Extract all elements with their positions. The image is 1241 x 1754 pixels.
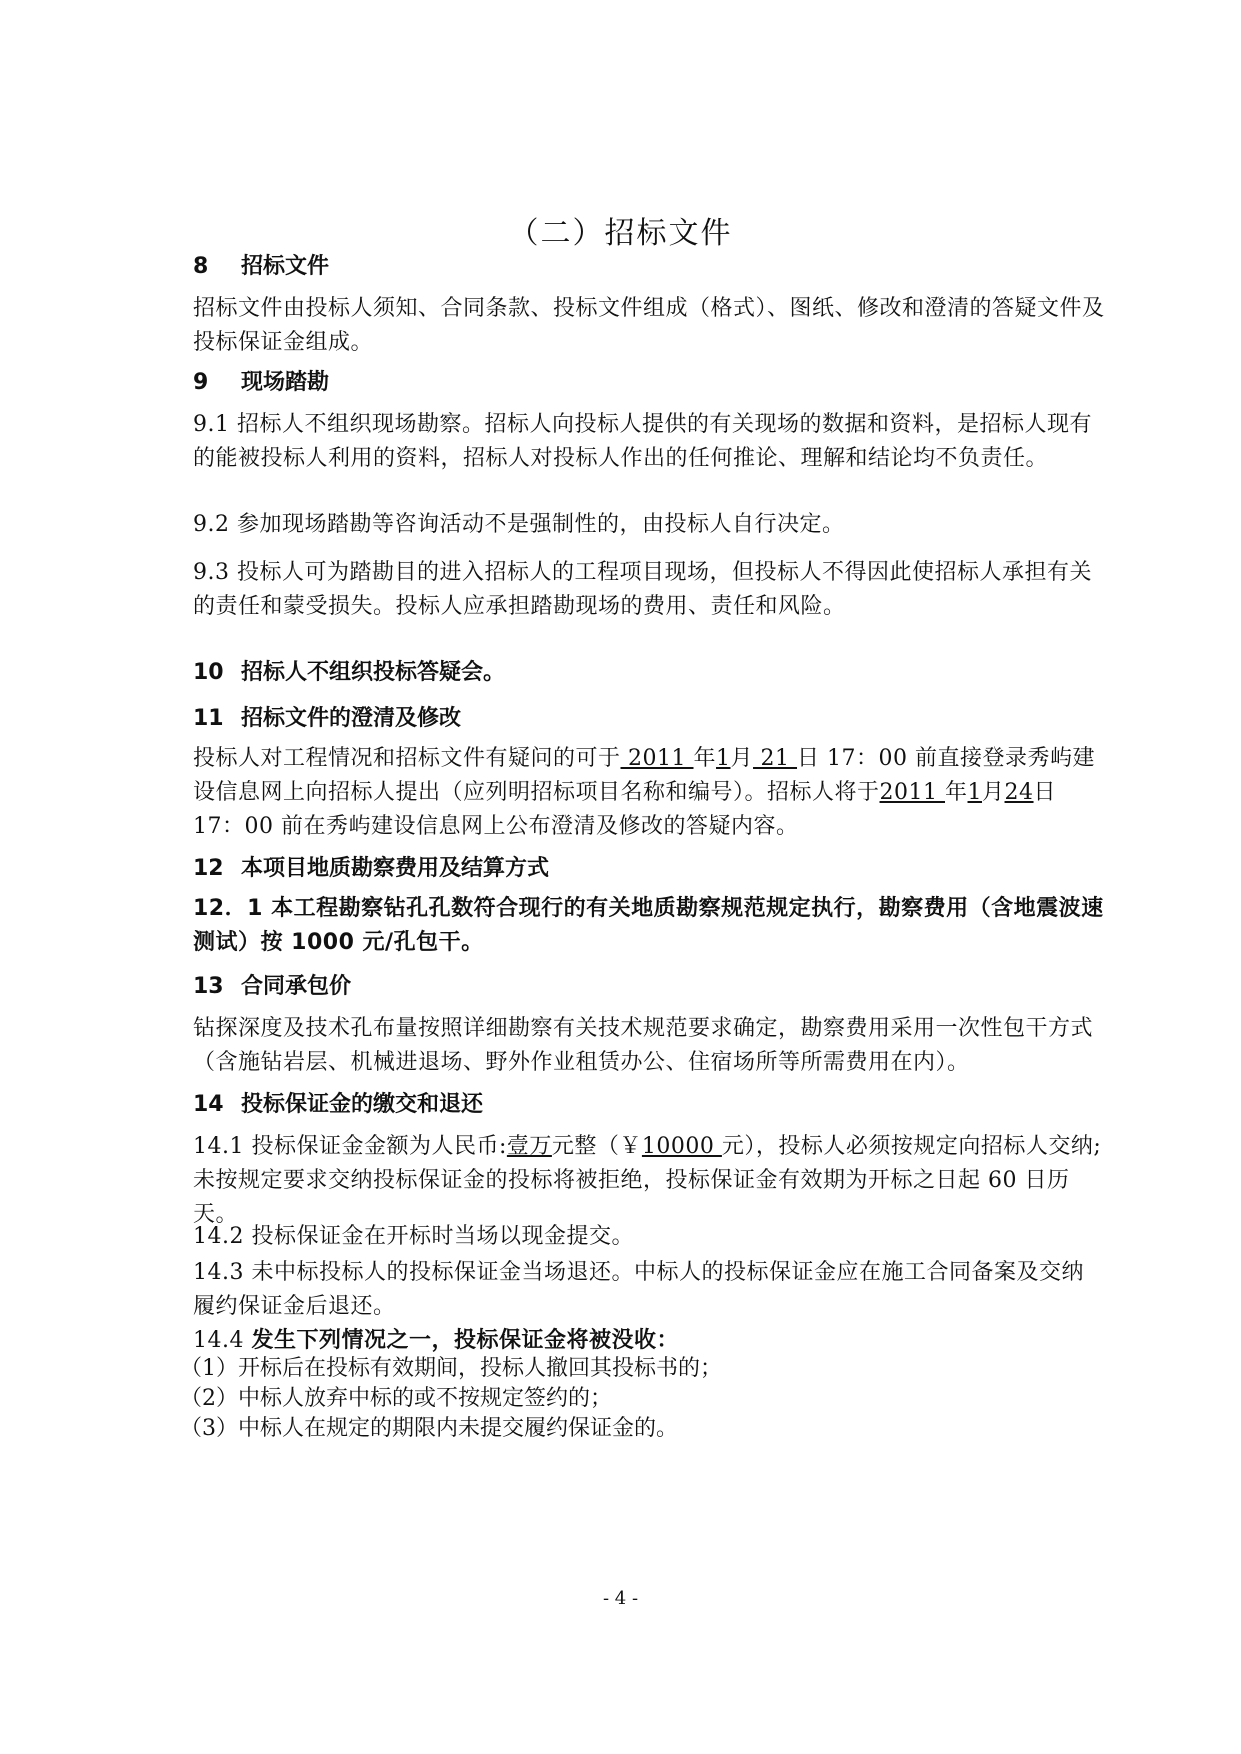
text: 14.1 投标保证金金额为人民币: [193,1134,507,1159]
section-9 [193,366,1105,400]
paragraph [193,1130,1105,1232]
heading-text: 现场踏勘 [241,370,330,395]
amount-chinese: 壹万 [506,1134,552,1159]
paragraph: 9.1 招标人不组织现场勘察。招标人向投标人提供的有关现场的数据和资料，是招标人现有的能被投标人利用的资料，招标人对投标人作出的任何推论、理解和结论均不负责任。 [193,412,1092,471]
section-number: 12 [193,856,224,881]
text: ; 未按规定要求交纳投标保证金的投标将被拒绝，投标保证金有效期为开标之日起 60 日历天。 [193,1134,1102,1227]
section-8 [193,250,1105,284]
section-title: （二）招标文件 [508,216,733,251]
section-13-body [193,1012,1105,1080]
section-13 [193,970,1105,1004]
paragraph: 钻探深度及技术孔布量按照详细勘察有关技术规范要求确定，勘察费用采用一次性包干方式（含施钻岩层、机械进退场、野外作业租赁办公、住宿场所等所需费用在内）。 [193,1016,1094,1075]
section-11-body [193,742,1105,844]
section-number: 13 [193,974,224,999]
clause-14-3 [193,1256,1105,1324]
clause-14-1 [193,1130,1105,1232]
clause-9-2 [193,508,1105,542]
section-9-heading [193,366,1105,400]
text-bold: 发生下列情况之一，投标保证金将被没收： [251,1328,679,1353]
section-11-heading [193,702,1105,736]
heading-text: 投标保证金的缴交和退还 [241,1092,484,1117]
section-8-heading [193,250,1105,284]
section-10-heading [193,656,1105,690]
text: 日 17：00 前在秀屿建设信息网上公布澄清及修改的答疑内容。 [193,780,1057,839]
clause-14-2 [193,1220,1105,1254]
text: 日 17：00 前直接登录秀屿建设信息网上向招标人提出（应列明招标项目名称和编号）。招标人将于 [193,746,1095,805]
section-8-body [193,292,1105,360]
paragraph: 14.2 投标保证金在开标时当场以现金提交。 [193,1224,634,1249]
paragraph: 12．1 本工程勘察钻孔孔数符合现行的有关地质勘察规范规定执行，勘察费用（含地震波速测试）按 1000 元/孔包干。 [193,896,1104,955]
date-day: 21 [753,746,798,771]
text: 元整（￥ [551,1134,642,1159]
section-10 [193,656,1105,690]
heading-text: 招标文件的澄清及修改 [241,706,462,731]
section-number: 11 [193,706,224,731]
clause-12-1 [193,892,1105,960]
text: 投标人对工程情况和招标文件有疑问的可于 [193,746,621,771]
amount-number: 10000 [641,1134,722,1159]
paragraph: 14.3 未中标投标人的投标保证金当场退还。中标人的投标保证金应在施工合同备案及交纳履约保证金后退还。 [193,1260,1084,1319]
section-14-heading [193,1088,1105,1122]
page-number: - 4 - [602,1588,639,1609]
date-month: 1 [967,780,983,805]
section-number: 9 [193,370,209,395]
section-number: 10 [193,660,224,685]
forfeit-conditions-list [180,1354,1092,1444]
section-12 [193,852,1105,886]
section-number: 8 [193,254,209,279]
heading-text: 招标文件 [241,254,330,279]
heading-text: 本项目地质勘察费用及结算方式 [241,856,550,881]
clause-14-4 [193,1324,1105,1358]
list-item: （3）中标人在规定的期限内未提交履约保证金的。 [180,1416,678,1441]
paragraph [193,1324,1105,1358]
heading-text: 招标人不组织投标答疑会。 [241,660,506,685]
section-12-heading [193,852,1105,886]
section-13-heading [193,970,1105,1004]
date-month: 1 [716,746,731,771]
date-year: 2011 [879,780,945,805]
date-year: 2011 [620,746,694,771]
paragraph [193,742,1105,844]
text: 年 [945,780,968,805]
text: 月 [982,780,1005,805]
section-14 [193,1088,1105,1122]
text: 14.4 [193,1328,252,1353]
date-day: 24 [1004,780,1034,805]
clause-9-3 [193,556,1105,624]
text: 年 [693,746,717,771]
section-11 [193,702,1105,736]
paragraph: 9.2 参加现场踏勘等咨询活动不是强制性的，由投标人自行决定。 [193,512,845,537]
heading-text: 合同承包价 [241,974,352,999]
list-item: （2）中标人放弃中标的或不按规定签约的； [180,1386,612,1411]
list-item: （1）开标后在投标有效期间，投标人撤回其投标书的； [180,1356,722,1381]
section-number: 14 [193,1092,224,1117]
paragraph: 9.3 投标人可为踏勘目的进入招标人的工程项目现场，但投标人不得因此使招标人承担有关的责任和蒙受损失。投标人应承担踏勘现场的费用、责任和风险。 [193,560,1092,619]
text: 月 [730,746,754,771]
clause-9-1 [193,408,1105,476]
text: 元），投标人必须按规定向招标人交纳 [721,1134,1094,1159]
paragraph: 招标文件由投标人须知、合同条款、投标文件组成（格式）、图纸、修改和澄清的答疑文件及投标保证金组成。 [193,296,1105,355]
